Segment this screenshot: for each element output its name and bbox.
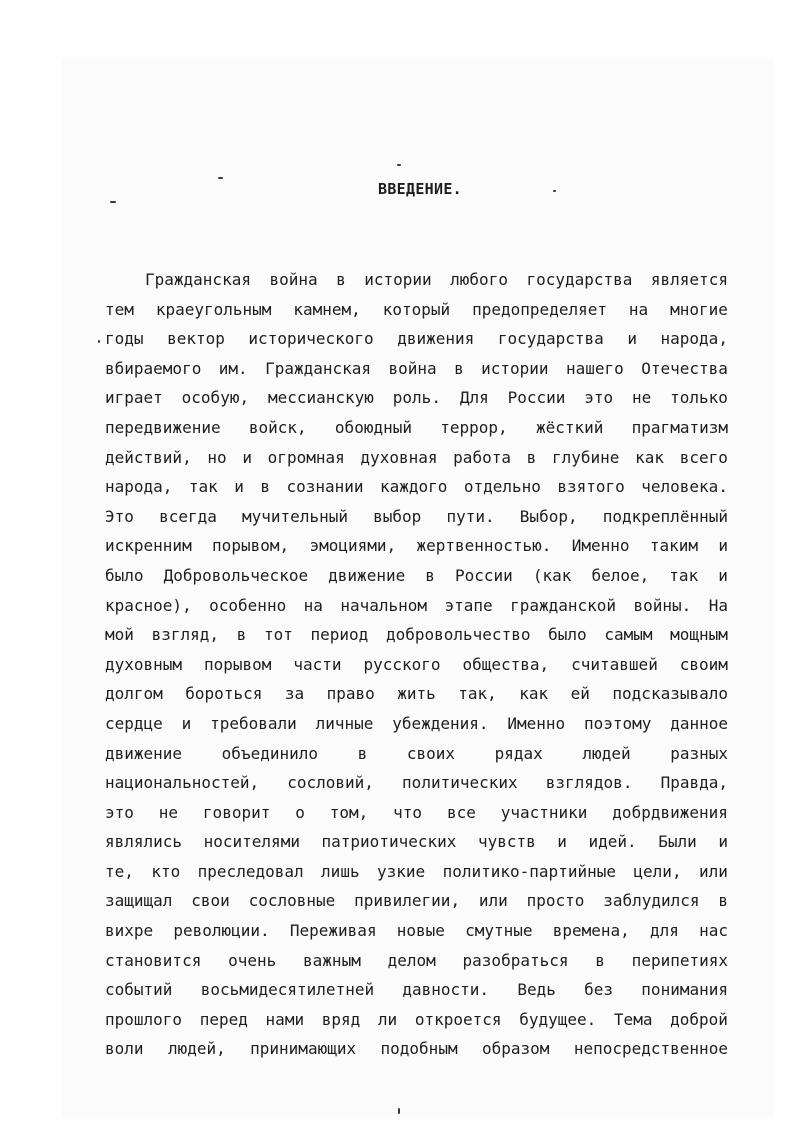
word: роль. <box>392 388 441 408</box>
word: на <box>303 595 323 615</box>
scan-speck <box>218 177 223 179</box>
word: взглядов. <box>545 773 633 793</box>
word: просто <box>526 891 585 911</box>
scan-speck <box>397 164 401 166</box>
word: доброй <box>670 1009 728 1029</box>
word: своим <box>679 654 728 674</box>
text-line <box>105 354 728 384</box>
word: требовали <box>210 713 297 733</box>
word: начальном <box>340 595 428 615</box>
word: предопределяет <box>472 299 607 319</box>
word: данное <box>670 713 728 733</box>
word: образом <box>481 1039 550 1059</box>
word: огромная <box>267 447 345 467</box>
word: что <box>393 802 423 822</box>
word: в <box>718 891 728 911</box>
word: преследовал <box>197 861 304 881</box>
word: ей <box>570 684 590 704</box>
word: бороться <box>185 684 263 704</box>
word: взгляд, <box>151 625 219 645</box>
word: любого <box>450 270 508 289</box>
text-line <box>105 1034 728 1064</box>
text-line <box>105 472 728 502</box>
word: Гражданская <box>265 358 372 378</box>
word: людей <box>582 743 631 763</box>
word: принимающих <box>250 1039 357 1059</box>
word: Отечества <box>641 358 728 378</box>
word: и <box>627 329 637 349</box>
word: На <box>708 595 728 615</box>
word: рядах <box>494 743 543 763</box>
word: отдельно <box>463 477 541 497</box>
word: порывом, <box>212 536 290 556</box>
word: или <box>478 891 508 911</box>
word: так <box>188 477 218 497</box>
scan-speck <box>110 201 116 203</box>
word: о <box>295 802 305 822</box>
word: исторического <box>248 329 374 349</box>
word: считавшей <box>571 654 658 674</box>
word: все <box>446 802 476 822</box>
word: пути. <box>446 506 495 526</box>
word: белое, <box>591 565 650 585</box>
word: свои <box>191 891 230 911</box>
word: в <box>526 447 537 467</box>
word: но <box>207 447 227 467</box>
word: так, <box>458 684 497 704</box>
text-line <box>105 827 728 857</box>
word: лишь <box>321 861 360 881</box>
word: Тема <box>613 1009 653 1029</box>
text-line <box>105 413 728 443</box>
word: Правда, <box>660 773 728 793</box>
word: России <box>507 388 566 408</box>
word: таким <box>649 536 699 556</box>
word: Это <box>105 506 134 526</box>
word: играет <box>105 388 163 408</box>
word: и <box>234 477 244 497</box>
word: истории <box>481 358 549 378</box>
word: и <box>557 832 567 852</box>
word: обоюдный <box>334 417 412 437</box>
text-line <box>105 620 728 650</box>
word: войск, <box>248 417 307 437</box>
word: сословий, <box>287 773 374 793</box>
word: поэтому <box>583 713 652 733</box>
word: те, <box>105 861 134 881</box>
word: не <box>158 802 179 822</box>
word: привилегии, <box>354 891 461 911</box>
word: очень <box>228 950 277 970</box>
word: личные <box>315 713 374 733</box>
word: мучительный <box>242 506 348 526</box>
word: кто <box>151 861 181 881</box>
word: человека. <box>641 477 728 497</box>
word: движение <box>328 565 406 585</box>
word: Именно <box>571 536 630 556</box>
word: Выбор, <box>519 506 578 526</box>
text-line <box>105 916 728 946</box>
word: как <box>635 447 665 467</box>
text-line <box>105 857 728 887</box>
word: жёсткий <box>535 417 604 437</box>
word: цели, <box>633 861 682 881</box>
word: выбор <box>373 506 422 526</box>
word: делом <box>387 950 436 970</box>
word: Для <box>459 388 489 408</box>
text-line <box>105 975 728 1005</box>
word: том, <box>329 802 369 822</box>
text-line <box>105 886 728 916</box>
word: в <box>454 358 464 378</box>
word: событий <box>105 980 173 1000</box>
word: государства <box>497 329 604 349</box>
word: разных <box>670 743 728 763</box>
word: (как <box>532 565 572 585</box>
word: убеждения. <box>392 713 489 733</box>
word: война <box>388 358 437 378</box>
word: порывом <box>204 654 272 674</box>
word: в <box>260 477 270 497</box>
word: новые <box>396 921 445 941</box>
word: искренним <box>105 536 192 556</box>
word: перед <box>199 1009 248 1029</box>
word: Добровольческое <box>163 565 309 585</box>
word: говорит <box>202 802 271 822</box>
word: или <box>699 861 728 881</box>
word: прошлого <box>105 1009 183 1029</box>
word: как <box>519 684 549 704</box>
word: подсказывало <box>612 684 728 704</box>
word: тот <box>263 625 293 645</box>
word: непосредственное <box>573 1039 728 1059</box>
word: не <box>632 388 652 408</box>
word: террор, <box>440 417 508 437</box>
word: своих <box>406 743 456 763</box>
word: разобраться <box>462 950 569 970</box>
page-title: ВВЕДЕНИЕ. <box>378 180 462 198</box>
word: и <box>718 536 728 556</box>
word: мощным <box>670 625 728 645</box>
word: долгом <box>105 684 163 704</box>
word: краеугольным <box>155 299 272 319</box>
word: годы <box>105 329 144 349</box>
word: добрдвижения <box>612 802 728 822</box>
word: этапе <box>444 595 493 615</box>
text-line <box>105 443 728 473</box>
word: в <box>236 625 247 645</box>
word: это <box>105 802 134 822</box>
scan-speck <box>398 1108 400 1114</box>
body-paragraph <box>105 265 728 1064</box>
word: жить <box>397 684 436 704</box>
word: перипетиях <box>631 950 728 970</box>
scan-speck <box>98 340 100 343</box>
word: людей, <box>167 1039 226 1059</box>
word: политических <box>402 773 518 793</box>
text-line <box>105 502 728 532</box>
word: без <box>584 980 614 1000</box>
word: нами <box>265 1009 305 1029</box>
word: право <box>326 684 375 704</box>
word: подобным <box>380 1039 458 1059</box>
text-line <box>105 265 728 295</box>
word: идей. <box>588 832 637 852</box>
word: Были <box>658 832 697 852</box>
word: восьмидесятилетней <box>200 980 375 1000</box>
word: нашего <box>565 358 624 378</box>
text-line <box>105 650 728 680</box>
word: это <box>584 388 614 408</box>
word: в <box>595 950 605 970</box>
word: важным <box>303 950 361 970</box>
word: и <box>242 447 252 467</box>
word: который <box>382 299 451 319</box>
word: прагматизм <box>631 417 728 437</box>
word: эмоциями, <box>309 536 397 556</box>
word: войны. <box>633 595 692 615</box>
word: народа, <box>660 329 728 349</box>
word: тем <box>105 299 134 319</box>
word: является <box>650 270 728 289</box>
text-line <box>105 295 728 325</box>
word: жертвенностью. <box>416 536 552 556</box>
word: национальностей, <box>105 773 260 793</box>
word: носителями <box>203 832 300 852</box>
word: за <box>284 684 305 704</box>
text-line <box>105 383 728 413</box>
word: вбираемого <box>105 358 202 378</box>
word: государства <box>526 270 633 289</box>
word: красное), <box>105 595 192 615</box>
word: было <box>548 625 587 645</box>
word: действий, <box>105 447 192 467</box>
word: в <box>336 270 346 289</box>
word: Именно <box>507 713 566 733</box>
word: истории <box>364 270 432 289</box>
text-line <box>105 798 728 828</box>
word: участники <box>500 802 588 822</box>
word: вихре <box>105 921 154 941</box>
word: движение <box>105 743 183 763</box>
word: заблудился <box>603 891 700 911</box>
word: добровольчество <box>385 625 531 645</box>
word: революции. <box>173 921 270 941</box>
word: смутные <box>465 921 533 941</box>
word: объединило <box>221 743 318 763</box>
word: России <box>454 565 513 585</box>
text-line <box>105 561 728 591</box>
text-line <box>105 531 728 561</box>
word: и <box>718 832 728 852</box>
word: общества, <box>462 654 550 674</box>
word: будущее. <box>519 1009 597 1029</box>
word: ли <box>377 1009 398 1029</box>
word: сознании <box>286 477 364 497</box>
word: только <box>670 388 728 408</box>
word: взятого <box>557 477 625 497</box>
word: времена, <box>552 921 630 941</box>
word: так <box>669 565 699 585</box>
word: передвижение <box>105 417 221 437</box>
word: в <box>425 565 435 585</box>
text-line <box>105 946 728 976</box>
text-line <box>105 324 728 354</box>
word: части <box>293 654 342 674</box>
word: особую, <box>181 388 250 408</box>
word: для <box>650 921 679 941</box>
word: каждого <box>379 477 448 497</box>
text-line <box>105 679 728 709</box>
text-line <box>105 768 728 798</box>
word: защищал <box>105 891 173 911</box>
word: гражданской <box>510 595 617 615</box>
word: мессианскую <box>267 388 374 408</box>
word: война <box>269 270 318 289</box>
word: мой <box>105 625 134 645</box>
word: самым <box>604 625 653 645</box>
word: многие <box>670 299 728 319</box>
word: на <box>628 299 649 319</box>
word: Переживая <box>289 921 377 941</box>
word: воли <box>105 1039 144 1059</box>
word: узкие <box>377 861 426 881</box>
word: и <box>718 565 728 585</box>
word: Ведь <box>517 980 556 1000</box>
word: сердце <box>105 713 163 733</box>
text-line <box>105 1005 728 1035</box>
word: духовная <box>360 447 438 467</box>
word: нас <box>699 921 728 941</box>
word: давности. <box>402 980 490 1000</box>
word: всего <box>679 447 728 467</box>
text-line <box>105 591 728 621</box>
word: сословные <box>248 891 336 911</box>
word: особенно <box>209 595 287 615</box>
word: период <box>310 625 369 645</box>
word: было <box>105 565 144 585</box>
word: работа <box>453 447 511 467</box>
word: понимания <box>641 980 728 1000</box>
text-line <box>105 709 728 739</box>
word: вектор <box>167 329 225 349</box>
word: откроется <box>414 1009 502 1029</box>
scan-speck <box>553 190 556 192</box>
word: подкреплённый <box>602 506 728 526</box>
word: и <box>181 713 192 733</box>
word: народа, <box>105 477 173 497</box>
word: вряд <box>321 1009 361 1029</box>
word: духовным <box>105 654 183 674</box>
word: политико-партийные <box>442 861 616 881</box>
word: Гражданская <box>145 270 251 289</box>
word: становится <box>105 950 202 970</box>
word: глубине <box>551 447 620 467</box>
word: русского <box>363 654 441 674</box>
word: чувств <box>477 832 536 852</box>
word: являлись <box>105 832 183 852</box>
word: в <box>357 743 368 763</box>
word: камнем, <box>293 299 361 319</box>
word: им. <box>218 358 248 378</box>
text-line <box>105 739 728 769</box>
word: движения <box>397 329 475 349</box>
word: патриотических <box>321 832 457 852</box>
word: всегда <box>159 506 217 526</box>
